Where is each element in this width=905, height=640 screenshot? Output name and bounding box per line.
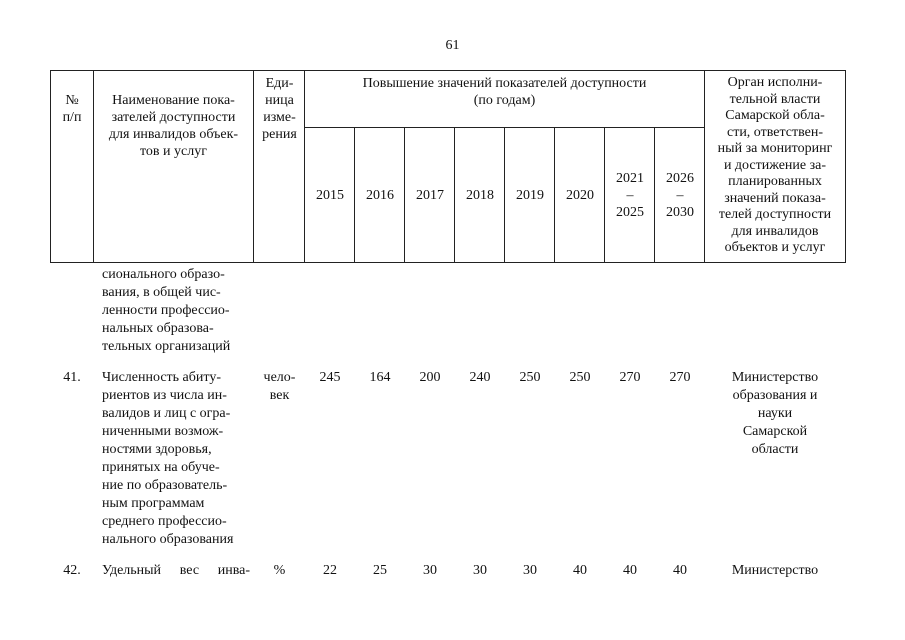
vline-right bbox=[845, 70, 846, 263]
header-year-2018: 2018 bbox=[466, 188, 494, 203]
value-2018: 30 bbox=[473, 563, 487, 578]
value-2018: 240 bbox=[469, 370, 491, 385]
row-name-line: Численность абиту- bbox=[102, 370, 221, 385]
vline-name bbox=[253, 70, 254, 263]
value-2021-2025: 270 bbox=[619, 370, 641, 385]
continuation-line: сионального образо- bbox=[102, 267, 225, 282]
header-year-2017: 2017 bbox=[416, 188, 444, 203]
value-2021-2025: 40 bbox=[623, 563, 637, 578]
value-2016: 164 bbox=[369, 370, 391, 385]
row-name-line: ниченными возмож- bbox=[102, 424, 224, 439]
value-2015: 22 bbox=[323, 563, 337, 578]
value-2019: 30 bbox=[523, 563, 537, 578]
row-name-line: Удельный вес инва- bbox=[102, 563, 250, 578]
row-name-line: ние по образователь- bbox=[102, 478, 228, 493]
row-name-line: ным программам bbox=[102, 496, 205, 511]
header-unit: Еди- ница изме- рения bbox=[262, 76, 297, 142]
continuation-line: нальных образова- bbox=[102, 321, 214, 336]
value-2026-2030: 270 bbox=[669, 370, 691, 385]
row-name-line: ностями здоровья, bbox=[102, 442, 212, 457]
continuation-line: тельных организаций bbox=[102, 339, 231, 354]
value-2017: 200 bbox=[419, 370, 441, 385]
value-2019: 250 bbox=[519, 370, 541, 385]
header-name: Наименование пока- зателей доступности для инвалидов объек- тов и услуг bbox=[108, 93, 239, 159]
row-name-line: среднего профессио- bbox=[102, 514, 227, 529]
continuation-line: ленности профессио- bbox=[102, 303, 230, 318]
header-authority: Орган исполни- тельной власти Самарской обла- сти, ответствен- ный за мониторинг и достижение за- планированных значений показа- телей доступности для инвалидов объектов и услуг bbox=[717, 75, 833, 255]
header-year-2019: 2019 bbox=[516, 188, 544, 203]
header-year-2015: 2015 bbox=[316, 188, 344, 203]
row-name-line: риентов из числа ин- bbox=[102, 388, 227, 403]
header-num: № п/п bbox=[62, 93, 82, 125]
value-2020: 250 bbox=[569, 370, 591, 385]
row-unit: % bbox=[273, 563, 286, 578]
header-year-2020: 2020 bbox=[566, 188, 594, 203]
value-2016: 25 bbox=[373, 563, 387, 578]
header-year-2021-2025: 2021 – 2025 bbox=[616, 171, 644, 220]
row-name-line: нального образования bbox=[102, 532, 234, 547]
row-number: 42. bbox=[63, 563, 81, 578]
row-authority: Министерство образования и науки Самарской области bbox=[731, 370, 819, 457]
continuation-line: вания, в общей чис- bbox=[102, 285, 221, 300]
header-year-2026-2030: 2026 – 2030 bbox=[666, 171, 694, 220]
value-2015: 245 bbox=[319, 370, 341, 385]
row-number: 41. bbox=[63, 370, 81, 385]
header-year-2016: 2016 bbox=[366, 188, 394, 203]
row-name-line: принятых на обуче- bbox=[102, 460, 220, 475]
value-2020: 40 bbox=[573, 563, 587, 578]
header-bottom-border bbox=[50, 262, 846, 263]
header-top-border bbox=[50, 70, 846, 71]
value-2017: 30 bbox=[423, 563, 437, 578]
value-2026-2030: 40 bbox=[673, 563, 687, 578]
page-number: 61 bbox=[445, 38, 460, 53]
row-authority: Министерство bbox=[731, 563, 819, 578]
row-name-line: валидов и лиц с огра- bbox=[102, 406, 231, 421]
header-years-group: Повышение значений показателей доступности (по годам) bbox=[362, 76, 647, 108]
row-unit: чело- век bbox=[263, 370, 296, 403]
